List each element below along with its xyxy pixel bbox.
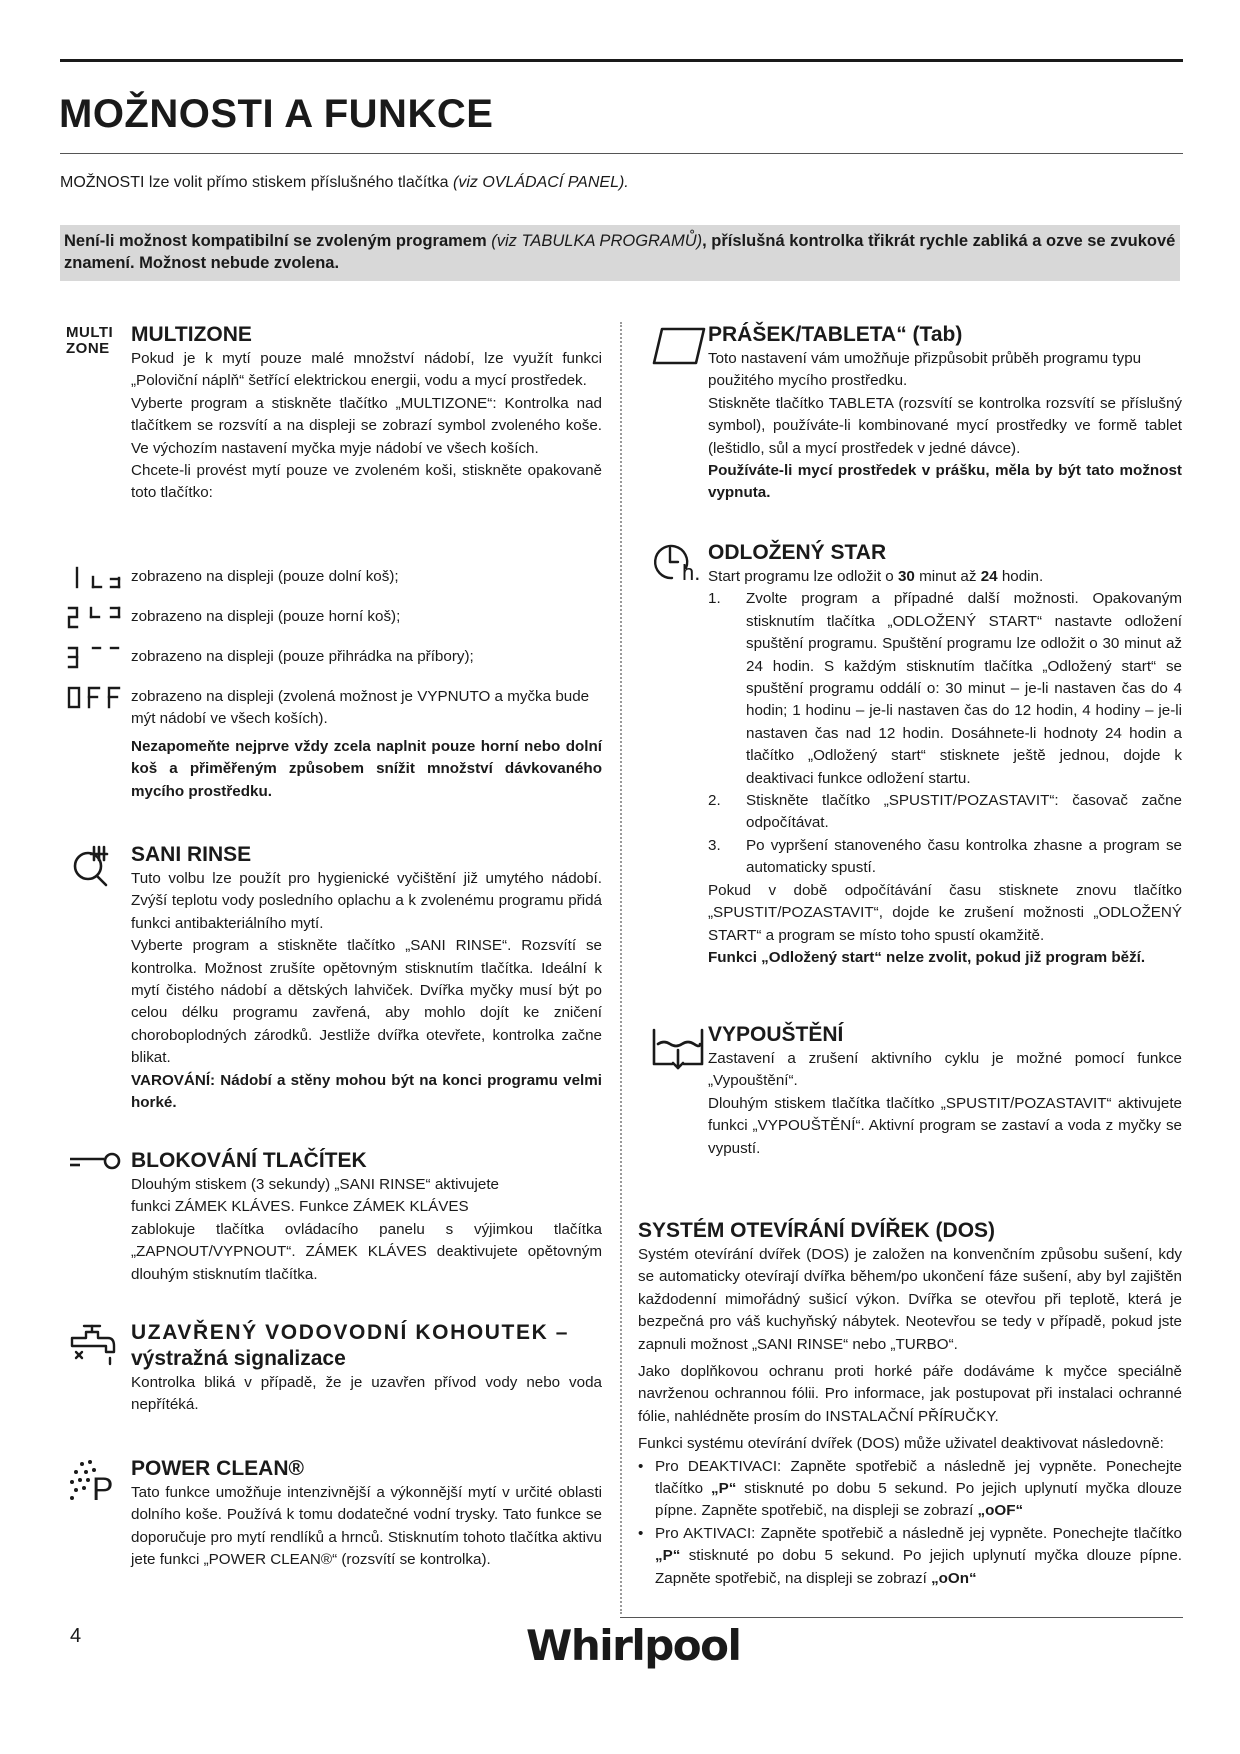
activate-text-b: stisknuté po dobu 5 sekund. Po jejich uplynutí myčka dlouze pípne. Zapněte spotřebič, na displeji se zobrazí xyxy=(655,1547,1182,1587)
display-row-upper-text: zobrazeno na displeji (pouze horní koš); xyxy=(131,608,401,625)
delay-start-note: Funkci „Odložený start“ nelze zvolit, pokud již program běží. xyxy=(708,948,1146,966)
step-text: Stiskněte tlačítko „SPUSTIT/POZASTAVIT“: časovač začne odpočítávat. xyxy=(746,792,1182,832)
drain-title: VYPOUŠTĚNÍ xyxy=(708,1023,844,1046)
sani-rinse-text-1: Tuto volbu lze použít pro hygienické vyčištění již umytého nádobí. Zvýší teplotu vody posledního oplachu a k zvolenému programu přidá funkci antibakteriálního mytí. xyxy=(131,870,602,932)
intro-main: MOŽNOSTI lze volit přímo stiskem příslušného tlačítka xyxy=(60,174,453,191)
sani-rinse-title: SANI RINSE xyxy=(131,843,252,866)
intro-text xyxy=(60,174,629,192)
display-row-cutlery-text: zobrazeno na displeji (pouze přihrádka na příbory); xyxy=(131,648,474,665)
delay-max-value: 24 xyxy=(980,568,998,585)
display-row-cutlery xyxy=(131,646,602,668)
display-row-lower-text: zobrazeno na displeji (pouze dolní koš); xyxy=(131,568,399,585)
delay-step xyxy=(708,835,1182,880)
multizone-note: Nezapomeňte nejprve vždy zcela naplnit pouze horní nebo dolní koš a přiměřeným způsobem snížit množství dávkovaného mycího prostředku. xyxy=(131,738,602,800)
delay-start-title: ODLOŽENÝ STAR xyxy=(708,541,887,564)
step-text: Po vypršení stanoveného času kontrolka zhasne a program se automaticky spustí. xyxy=(746,836,1182,877)
activate-text-a: Pro AKTIVACI: Zapněte spotřebič a následně jej vypněte. Ponechejte tlačítko xyxy=(655,1524,1182,1542)
water-tap-section xyxy=(131,1320,602,1417)
key-lock-line-1: Dlouhým stiskem (3 sekundy) „SANI RINSE“ aktivujete xyxy=(131,1176,499,1193)
delay-start-intro xyxy=(708,566,1182,588)
top-rule xyxy=(60,59,1183,62)
key-lock-icon xyxy=(68,1150,122,1172)
multizone-text-2: Vyberte program a stiskněte tlačítko „MULTIZONE“: Kontrolka nad tlačítkem se rozsvítí a na displeji se zobrazí symbol zvoleného koše. Ve výchozím nastavení myčka myje nádobí ve všech koších. xyxy=(131,394,602,457)
deactivate-display-code: „oOF“ xyxy=(977,1502,1024,1520)
water-tap-title: UZAVŘENÝ VODOVODNÍ KOHOUTEK – xyxy=(131,1321,570,1344)
delay-steps xyxy=(708,588,1182,879)
multizone-icon-text-1: MULTI xyxy=(66,324,114,341)
delay-min-value: 30 xyxy=(897,568,915,585)
key-lock-line-2: funkci ZÁMEK KLÁVES. Funkce ZÁMEK KLÁVES xyxy=(131,1198,469,1216)
key-lock-title: BLOKOVÁNÍ TLAČÍTEK xyxy=(131,1149,367,1172)
tablet-icon xyxy=(652,325,708,367)
delay-intro-c: hodin. xyxy=(997,568,1044,585)
warning-text-a: Není-li možnost kompatibilní se zvoleným programem xyxy=(64,232,492,250)
step-number: 3. xyxy=(708,836,721,854)
multizone-icon xyxy=(66,325,122,357)
cutlery-tray-display-icon xyxy=(65,645,125,671)
deactivate-button-label: „P“ xyxy=(710,1480,737,1498)
compatibility-warning xyxy=(60,225,1180,281)
delay-start-icon xyxy=(650,540,706,586)
tablet-title: PRÁŠEK/TABLETA“ (Tab) xyxy=(708,323,963,346)
sani-rinse-text-2: Vyberte program a stiskněte tlačítko „SANI RINSE“. Rozsvítí se kontrolka. Možnost zrušíte opětovným stisknutím tlačítka. Ideální k mytí čistého nádobí a dětských lahviček. Dvířka myčky musí být po celou délku programu zavřená, aby mohlo dojít ke zničení choroboplodných zárodků. Jestliže dvířka otevřete, kontrolka začne blikat. xyxy=(131,937,602,1067)
multizone-section xyxy=(131,322,602,505)
deactivate-text-b: stisknuté po dobu 5 sekund. Po jejich uplynutí myčka dlouze pípne. Zapněte spotřebič, na displeji se zobrazí xyxy=(655,1480,1182,1520)
power-clean-text: Tato funkce umožňuje intenzivnější a výkonnější mytí v určité oblasti dolního koše. Používá k tomu dodatečné vodní trysky. Tato funkce se doporučuje pro mytí rendlíků a hrnců. Stisknutím tohoto tlačítka aktivu jete funkci „POWER CLEAN®“ (rozsvítí se kontrolka). xyxy=(131,1484,602,1569)
power-clean-title: POWER CLEAN® xyxy=(131,1457,304,1480)
delay-step xyxy=(708,588,1182,790)
door-opening-text-3: Funkci systému otevírání dvířek (DOS) může uživatel deaktivovat následovně: xyxy=(638,1435,1164,1453)
display-row-off-text: zobrazeno na displeji (zvolená možnost je VYPNUTO a myčka bude mýt nádobí ve všech koších). xyxy=(131,688,590,728)
multizone-icon-text-2: ZONE xyxy=(66,340,110,357)
sani-rinse-section xyxy=(131,842,602,1114)
intro-ref: (viz OVLÁDACÍ PANEL). xyxy=(453,174,629,191)
brand-logo: Whirlpool xyxy=(526,1621,741,1670)
door-opening-activate xyxy=(638,1523,1182,1590)
drain-icon xyxy=(650,1024,706,1072)
sani-rinse-icon xyxy=(70,844,116,890)
tablet-note: Používáte-li mycí prostředek v prášku, měla by být tato možnost vypnuta. xyxy=(708,462,1182,502)
delay-step xyxy=(708,790,1182,835)
door-opening-title: SYSTÉM OTEVÍRÁNÍ DVÍŘEK (DOS) xyxy=(638,1219,996,1242)
step-text: Zvolte program a případné další možnosti. Opakovaným stisknutím tlačítka „ODLOŽENÝ START“ nastavte odložení spuštění programu. Spuštění programu lze odložit o 30 minut až 24 hodin. S každým stisknutím tlačítka „Odložený start“ se spuštění programu oddálí o: 30 minut – je-li nastaven čas do 4 hodin; 1 hodinu – je-li nastaven čas do 12 hodin, 4 hodiny – je-li nastaven čas nad 12 hodin. Dosáhnete-li hodnoty 24 hodin a tlačítko „Odložený start“ stisknete ještě jednou, dojde k deaktivaci funkce odložení startu. xyxy=(746,590,1182,787)
column-divider xyxy=(620,322,622,1614)
delay-start-section xyxy=(708,540,1182,969)
door-opening-section xyxy=(638,1218,1182,1590)
tablet-section xyxy=(708,322,1182,505)
power-clean-section xyxy=(131,1456,602,1572)
step-number: 1. xyxy=(708,590,721,608)
warning-text-b: , příslušná kontrolka třikrát rychle zabliká a ozve se zvukové znamení. Možnost nebude zvolena. xyxy=(64,232,1176,272)
page-number: 4 xyxy=(70,1625,82,1647)
footer-rule xyxy=(620,1617,1183,1618)
delay-intro-b: minut až xyxy=(914,568,981,585)
tablet-text-1: Toto nastavení vám umožňuje přizpůsobit průběh programu typu použitého mycího prostředku. xyxy=(708,350,1142,390)
delay-intro-a: Start programu lze odložit o xyxy=(708,568,898,585)
title-rule xyxy=(60,153,1183,154)
door-opening-text-1: Systém otevírání dvířek (DOS) je založen na konvenčním způsobu sušení, kdy se automaticky otevírají dvířka během/po ukončení fáze sušení, aby byl zajištěn každodenní mimořádný sušicí výkon. Dvířka se otevřou při teplotě, která je bezpečná pro váš kuchyňský nábytek. Neotevřou se tedy v případě, pokud jste zapnuli možnost „SANI RINSE“ nebo „TURBO“. xyxy=(638,1246,1182,1353)
off-display-icon xyxy=(65,685,125,711)
drain-section xyxy=(708,1022,1182,1160)
multizone-text-3: Chcete-li provést mytí pouze ve zvoleném koši, stiskněte opakovaně toto tlačítko: xyxy=(131,462,602,502)
key-lock-section xyxy=(131,1148,602,1286)
step-number: 2. xyxy=(708,792,721,810)
power-clean-icon-letter: P xyxy=(92,1471,114,1507)
page-title: MOŽNOSTI A FUNKCE xyxy=(59,92,494,136)
display-row-lower xyxy=(131,566,602,588)
delay-start-icon-letter: h. xyxy=(682,560,701,585)
display-row-off xyxy=(131,686,602,731)
display-row-upper xyxy=(131,606,602,628)
sani-rinse-warning: VAROVÁNÍ: Nádobí a stěny mohou být na konci programu velmi horké. xyxy=(131,1071,602,1112)
power-clean-icon xyxy=(68,1458,120,1510)
drain-text-1: Zastavení a zrušení aktivního cyklu je možné pomocí funkce „Vypouštění“. xyxy=(708,1050,1182,1090)
door-opening-deactivate xyxy=(638,1456,1182,1523)
tablet-text-2: Stiskněte tlačítko TABLETA (rozsvítí se kontrolka rozsvítí se příslušný symbol), používáte-li kombinované mycí prostředky ve formě tablet (leštidlo, sůl a mycí prostředek v jedné dávce). xyxy=(708,394,1182,457)
water-tap-text: Kontrolka bliká v případě, že je uzavřen přívod vody nebo voda nepřítéká. xyxy=(131,1374,602,1414)
key-lock-line-3: zablokuje tlačítka ovládacího panelu s výjimkou tlačítka „ZAPNOUT/VYPNOUT“. ZÁMEK KLÁVES deaktivujete opětovným dlouhým stisknutím tlačítka. xyxy=(131,1220,602,1283)
door-opening-text-2: Jako doplňkovou ochranu proti horké páře dodáváme k myčce speciálně navrženou ochrannou fólii. Pro informace, jak postupovat při instalaci ochranné fólie, nahlédněte prosím do INSTALAČNÍ PŘÍRUČKY. xyxy=(638,1363,1182,1425)
multizone-text-1: Pokud je k mytí pouze malé množství nádobí, lze využít funkci „Poloviční náplň“ šetřící elektrickou energii, vodu a mycí prostředek. xyxy=(131,350,602,390)
multizone-title: MULTIZONE xyxy=(131,323,252,346)
water-tap-icon xyxy=(68,1322,118,1366)
lower-basket-display-icon xyxy=(65,565,125,591)
activate-button-label: „P“ xyxy=(655,1547,681,1565)
warning-ref: (viz TABULKA PROGRAMŮ) xyxy=(491,232,703,250)
activate-display-code: „oOn“ xyxy=(931,1569,977,1587)
deactivate-text-a: Pro DEAKTIVACI: Zapněte spotřebič a následně jej vypněte. Ponechejte tlačítko xyxy=(655,1457,1182,1498)
upper-basket-display-icon xyxy=(65,605,125,631)
delay-start-cancel-text: Pokud v době odpočítávání času stisknete znovu tlačítko „SPUSTIT/POZASTAVIT“, dojde ke zrušení možnosti „ODLOŽENÝ START“ a program se místo toho spustí okamžitě. xyxy=(708,881,1182,944)
door-opening-list xyxy=(638,1456,1182,1590)
drain-text-2: Dlouhým stiskem tlačítka tlačítko „SPUSTIT/POZASTAVIT“ aktivujete funkci „VYPOUŠTĚNÍ“. Aktivní program se zastaví a voda z myčky se vypustí. xyxy=(708,1094,1182,1157)
water-tap-subtitle: výstražná signalizace xyxy=(131,1347,346,1370)
